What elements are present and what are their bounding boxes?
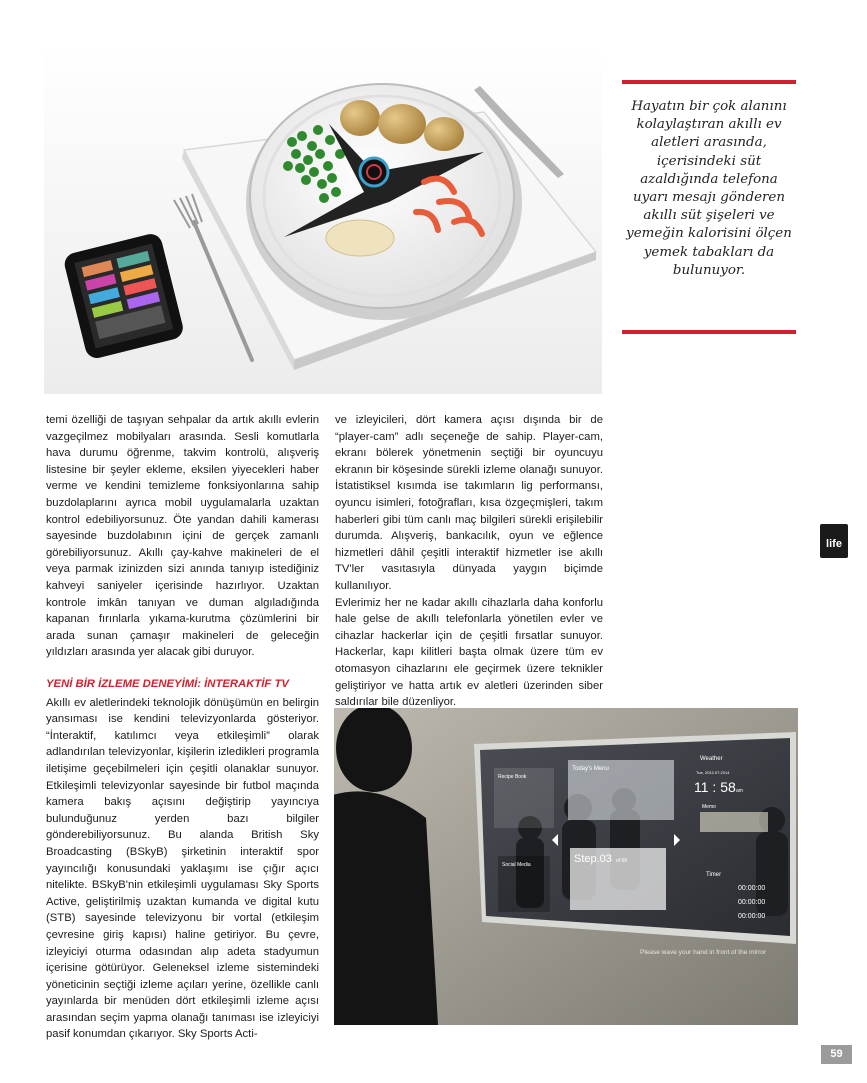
mirror-timer-label: Timer xyxy=(706,872,722,878)
hero-image-smart-plate xyxy=(44,42,602,394)
mirror-timer-value-1: 00:00:00 xyxy=(738,885,766,892)
section-logo-badge xyxy=(820,524,848,558)
mirror-clock-suffix: am xyxy=(736,788,743,794)
column-1-intro xyxy=(46,412,319,661)
column-1-section-paragraph: Akıllı ev aletlerindeki teknolojik dönüşümün en belirgin yansıması ise kendini televizyonlarda gösteriyor. “İnteraktif, katılımcı veya etkileşimli” olarak adlandırılan televizyonlar, kişilerin izledikleri programla iletişime geçebilmeleri için çeşitli olanaklar sunuyor. Etkileşimli televizyonlar sayesinde bir futbol maçında kamera bakış açısını değiştirip yayıncıya bulunduğunuz yerden bazı bilgiler gönderebiliyorsunuz. Bu alanda British Sky Broadcasting (BSkyB) şirketinin interaktif spor yayıncılığı konusundaki yaklaşımı ise çığır açıcı nitelikte. BSkyB'nin etkileşimli uygulaması Sky Sports Active, geliştirilmiş uzaktan kumanda ve digital kutu (STB) sayesinde televizyonu bir vortal (etkileşim çevresine giriş kapısı) haline getiriyor. Bu çevre, izleyiciyi oturma odasından alıp adeta stadyumun içerisine götürüyor. Geleneksel izleme sistemindeki yöneticinin seçtiği izleme açıları yerine, özellikle canlı yayınlarda bir menüden dört etkileşimli izleme açısı arasından seçim yapma olanağı tanıması ise izleyiciyi pasif konumdan çıkarıyor. Sky Sports Acti- xyxy=(46,696,319,1041)
column-2 xyxy=(335,412,603,711)
pull-quote-box xyxy=(622,80,796,334)
column-1-section xyxy=(46,676,319,1043)
mirror-memo-notes xyxy=(700,812,768,832)
mirror-recipe-label: Recipe Book xyxy=(498,774,527,780)
mirror-clock: 11 : 58 xyxy=(694,779,736,795)
mirror-timer-value-3: 00:00:00 xyxy=(738,913,766,920)
mirror-menu-title: Today's Menu xyxy=(572,766,609,772)
page-number: 59 xyxy=(821,1045,852,1064)
mirror-date-label: Tue, 2012.07.2014 xyxy=(696,770,730,775)
pull-quote-bottom-rule xyxy=(622,330,796,334)
section-heading: YENİ BİR İZLEME DENEYİMİ: İNTERAKTİF TV xyxy=(46,678,289,690)
pull-quote-top-rule xyxy=(622,80,796,84)
mirror-step-total: of 06 xyxy=(616,858,628,864)
smart-plate-illustration xyxy=(44,42,602,394)
column-1-intro-paragraph: temi özelliği de taşıyan sehpalar da artık akıllı evlerin vazgeçilmez mobilyaları arasında. Sesli komutlarla hava durumu öğrenme, takvim kontrolü, alışveriş listesine bir şeyler ekleme, eksilen yiyecekleri haber verme ve kendini temizleme fonksiyonlarına sahip buzdolaplarını ayrıca mobil uygulamalarla uzaktan kontrol edebiliyorsunuz. Öte yandan dahili kamerası sayesinde buzdolabının içini de gerçek zamanlı görebiliyorsunuz. Akıllı çay-kahve makineleri de el veya parmak izinizden sizi anında tanıyıp istediğiniz kahveyi saniyeler içerisinde hazırlıyor. Uzaktan kontrole imkân tanıyan ve duman algıladığında kapanan fırınlarla yıkama-kurutma çözümlerini bir arada sunan çamaşır makineleri de geleceğin yıldızları arasında yer alacak gibi duruyor. xyxy=(46,414,319,659)
mirror-weather-label: Weather xyxy=(700,756,723,762)
column-2-paragraph-1: ve izleyicileri, dört kamera açısı dışında bir de “player-cam” adlı seçeneğe de sahip. Player-cam, ekranı bölerek yönetmenin seçtiği bir oyuncuyu ekranın bir köşesinde sürekli izleme olanağı sunuyor. İstatistiksel kısımda ise takımların lig performansı, oyuncu isimleri, fotoğrafları, kısa özgeçmişleri, takım haberleri gibi tüm canlı maç bilgileri sürekli erişilebilir durumda. Alışveriş, bankacılık, oyun ve eğlence hizmetleri dâhil çeşitli interaktif hizmetler ise akıllı TV'ler vasıtasıyla dünyada yaygın biçimde kullanılıyor. xyxy=(335,414,603,592)
mirror-social-label: Social Media xyxy=(502,862,531,868)
mirror-timer-value-2: 00:00:00 xyxy=(738,899,766,906)
section-logo-text: life xyxy=(826,538,842,550)
smart-mirror-illustration xyxy=(334,708,798,1025)
smart-mirror-photo xyxy=(334,708,798,1025)
mirror-step-label: Step.03 xyxy=(574,853,612,865)
column-2-paragraph-2: Evlerimiz her ne kadar akıllı cihazlarla daha konforlu hale gelse de akıllı telefonlarla yönetilen evler ve cihazlar hackerlar için de çeşitli fırsatlar sunuyor. Hackerlar, kapı kilitleri başta olmak üzere tüm ev otomasyon cihazlarını ele geçirmek üzere teknikler geliştiriyor ve hatta artık ev aletleri üzerinden siber saldırılar bile düzenliyor. xyxy=(335,596,603,709)
mirror-memo-label: Memo xyxy=(702,804,716,810)
pull-quote-text: Hayatın bir çok alanını kolaylaştıran akıllı ev aletleri arasında, içerisindeki süt azaldığında telefona uyarı mesajı gönderen akıllı süt şişeleri ve yemeğin kalorisini ölçen yemek tabakları da bulunuyor. xyxy=(626,99,792,278)
mirror-caption: Please wave your hand in front of the mirror xyxy=(640,949,767,956)
